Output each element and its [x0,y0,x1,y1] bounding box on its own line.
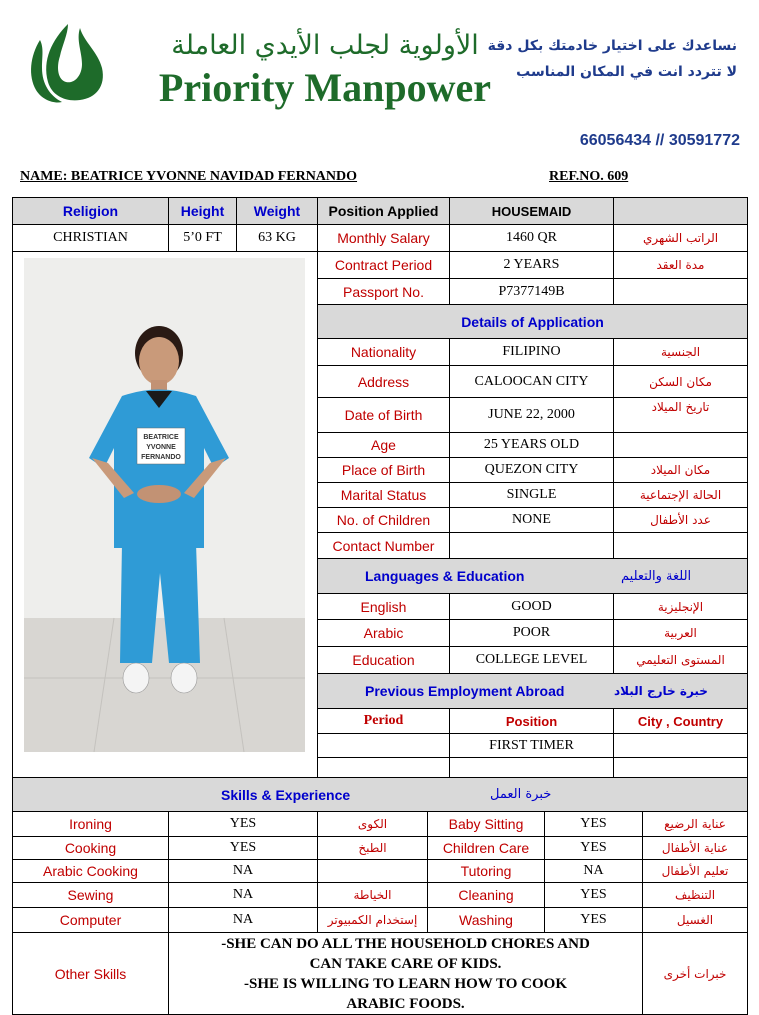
marital-status-label: Marital Status [317,482,450,508]
weight-value: 63 KG [236,224,318,252]
tagline-1: نساعدك على اختيار خادمتك بكل دقة [487,38,737,54]
employment-period-2 [317,757,450,778]
period-header: Period [317,708,450,734]
other-skills-line-3: -SHE IS WILLING TO LEARN HOW TO COOK [243,975,568,992]
other-skills-line-4: ARABIC FOODS. [346,995,465,1012]
skill-cooking-label: Cooking [12,836,169,860]
nationality-ar: الجنسية [613,338,748,366]
height-header: Height [168,197,237,225]
nationality-value: FILIPINO [449,338,614,366]
skill-childcare-value: YES [544,836,643,860]
skill-washing-label: Washing [427,907,545,933]
skill-cooking-ar: الطبخ [317,836,428,860]
dob-label: Date of Birth [317,397,450,433]
religion-value: CHRISTIAN [12,224,169,252]
passport-ar [613,278,748,305]
country-header: City , Country [613,708,748,734]
religion-header: Religion [12,197,169,225]
skill-ironing-value: YES [168,811,318,837]
skill-arabic-cooking-label: Arabic Cooking [12,859,169,883]
dob-ar: تاريخ الميلاد [613,397,748,433]
skill-babysitting-ar: عناية الرضيع [642,811,748,837]
badge-line-2: YVONNE [146,444,176,451]
skill-cleaning-ar: التنظيف [642,882,748,908]
skill-babysitting-value: YES [544,811,643,837]
skills-heading: Skills & Experience [221,786,351,803]
skill-computer-ar: إستخدام الكمبيوتر [317,907,428,933]
skill-computer-value: NA [168,907,318,933]
employment-heading: Previous Employment Abroad [365,683,565,699]
reference-number: REF.NO. 609 [549,169,629,184]
skill-ironing-label: Ironing [12,811,169,837]
height-value: 5’0 FT [168,224,237,252]
address-label: Address [317,365,450,398]
passport-label: Passport No. [317,278,450,305]
contact-label: Contact Number [317,532,450,559]
candidate-photo [24,258,305,752]
phone-numbers: 66056434 // 30591772 [579,132,740,149]
dob-value: JUNE 22, 2000 [449,397,614,433]
position-applied-blank [613,197,748,225]
skill-tutoring-ar: تعليم الأطفال [642,859,748,883]
marital-status-value: SINGLE [449,482,614,508]
children-label: No. of Children [317,507,450,533]
skills-heading-cell [12,777,748,812]
skill-childcare-ar: عناية الأطفال [642,836,748,860]
education-ar: المستوى التعليمي [613,646,748,674]
skill-sewing-value: NA [168,882,318,908]
contract-period-value: 2 YEARS [449,251,614,279]
tagline-2: لا تتردد انت في المكان المناسب [516,64,737,80]
skill-washing-ar: الغسيل [642,907,748,933]
skill-ironing-ar: الكوى [317,811,428,837]
employment-period-1 [317,733,450,758]
monthly-salary-value: 1460 QR [449,224,614,252]
position-header: Position [449,708,614,734]
address-value: CALOOCAN CITY [449,365,614,398]
position-applied-label: Position Applied [317,197,450,225]
place-of-birth-label: Place of Birth [317,457,450,483]
skill-arabic-cooking-ar [317,859,428,883]
skill-sewing-ar: الخياطة [317,882,428,908]
marital-status-ar: الحالة الإجتماعية [613,482,748,508]
skill-washing-value: YES [544,907,643,933]
skill-childcare-label: Children Care [427,836,545,860]
contract-period-label: Contract Period [317,251,450,279]
education-value: COLLEGE LEVEL [449,646,614,674]
other-skills-line-1: -SHE CAN DO ALL THE HOUSEHOLD CHORES AND [221,935,590,952]
weight-header: Weight [236,197,318,225]
badge-line-1: BEATRICE [143,434,179,441]
logo-english-name: Priority Manpower [158,65,492,110]
place-of-birth-ar: مكان الميلاد [613,457,748,483]
age-value: 25 YEARS OLD [449,432,614,458]
other-skills-line-2: CAN TAKE CARE OF KIDS. [309,955,502,972]
logo-arabic-name: الأولوية لجلب الأيدي العاملة [171,30,479,61]
english-value: GOOD [449,593,614,620]
education-label: Education [317,646,450,674]
languages-heading-ar: اللغة والتعليم [621,568,692,584]
badge-line-3: FERNANDO [141,454,181,461]
other-skills-ar: خبرات أخرى [642,932,748,1015]
skill-tutoring-value: NA [544,859,643,883]
skill-computer-label: Computer [12,907,169,933]
skill-tutoring-label: Tutoring [427,859,545,883]
languages-heading-cell [317,558,748,594]
skills-heading-ar: خبرة العمل [490,787,552,802]
address-ar: مكان السكن [613,365,748,398]
monthly-salary-ar: الراتب الشهري [613,224,748,252]
nationality-label: Nationality [317,338,450,366]
employment-position-1: FIRST TIMER [449,733,614,758]
contact-value [449,532,614,559]
employment-heading-cell [317,673,748,709]
employment-heading-ar: خبرة خارج البلاد [614,684,708,698]
other-skills-label: Other Skills [12,932,169,1015]
place-of-birth-value: QUEZON CITY [449,457,614,483]
other-skills-text [168,932,643,1015]
employment-country-1 [613,733,748,758]
children-ar: عدد الأطفال [613,507,748,533]
languages-heading: Languages & Education [365,568,525,584]
age-label: Age [317,432,450,458]
english-label: English [317,593,450,620]
skill-cleaning-value: YES [544,882,643,908]
details-heading: Details of Application [317,304,748,339]
english-ar: الإنجليزية [613,593,748,620]
skill-arabic-cooking-value: NA [168,859,318,883]
candidate-name: NAME: BEATRICE YVONNE NAVIDAD FERNANDO [20,169,358,184]
skill-cooking-value: YES [168,836,318,860]
monthly-salary-label: Monthly Salary [317,224,450,252]
children-value: NONE [449,507,614,533]
contact-ar [613,532,748,559]
employment-country-2 [613,757,748,778]
arabic-value: POOR [449,619,614,647]
age-ar [613,432,748,458]
skill-babysitting-label: Baby Sitting [427,811,545,837]
skill-cleaning-label: Cleaning [427,882,545,908]
skill-sewing-label: Sewing [12,882,169,908]
employment-position-2 [449,757,614,778]
arabic-label: Arabic [317,619,450,647]
contract-period-ar: مدة العقد [613,251,748,279]
arabic-ar: العربية [613,619,748,647]
position-applied-value: HOUSEMAID [449,197,614,225]
passport-value: P7377149B [449,278,614,305]
